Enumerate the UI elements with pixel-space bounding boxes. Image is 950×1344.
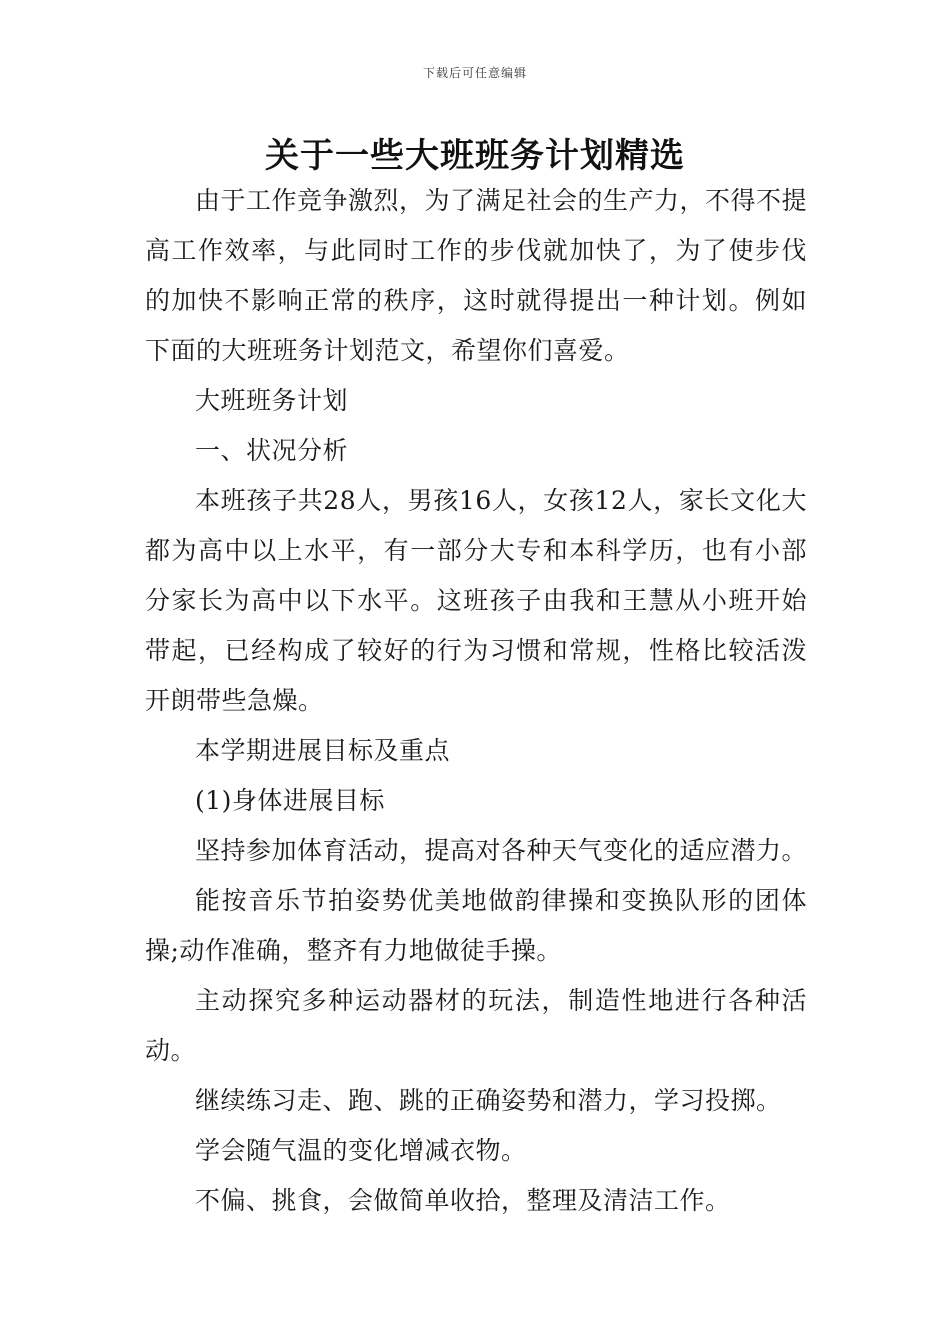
header-note: 下载后可任意编辑: [422, 66, 527, 80]
paragraph-intro: 由于工作竞争激烈，为了满足社会的生产力，不得不提高工作效率，与此同时工作的步伐就加快了，为了使步伐的加快不影响正常的秩序，这时就得提出一种计划。例如下面的大班班务计划范文，希望你们喜爱。: [145, 186, 808, 365]
section-heading-analysis: 一、状况分析: [195, 436, 349, 465]
paragraph-plan-heading: 大班班务计划: [195, 386, 349, 415]
paragraph-goal-6: 不偏、挑食，会做简单收拾，整理及清洁工作。: [195, 1186, 731, 1215]
subheading-physical-goals: (1)身体进展目标: [195, 786, 385, 815]
paragraph-goal-3: 主动探究多种运动器材的玩法，制造性地进行各种活动。: [145, 986, 807, 1065]
paragraph-goal-5: 学会随气温的变化增减衣物。: [195, 1136, 527, 1165]
paragraph-class-status: 本班孩子共28人，男孩16人，女孩12人，家长文化大都为高中以上水平，有一部分大专和本科学历，也有小部分家长为高中以下水平。这班孩子由我和王慧从小班开始带起，已经构成了较好的行为习惯和常规，性格比较活泼开朗带些急燥。: [145, 486, 807, 715]
document-body: [145, 176, 807, 1226]
paragraph-goal-4: 继续练习走、跑、跳的正确姿势和潜力，学习投掷。: [195, 1086, 782, 1115]
document-title: 关于一些大班班务计划精选: [265, 136, 685, 176]
paragraph-goal-1: 坚持参加体育活动，提高对各种天气变化的适应潜力。: [195, 836, 808, 865]
paragraph-goal-2: 能按音乐节拍姿势优美地做韵律操和变换队形的团体操;动作准确，整齐有力地做徒手操。: [145, 886, 807, 965]
section-heading-goals: 本学期进展目标及重点: [195, 736, 451, 765]
